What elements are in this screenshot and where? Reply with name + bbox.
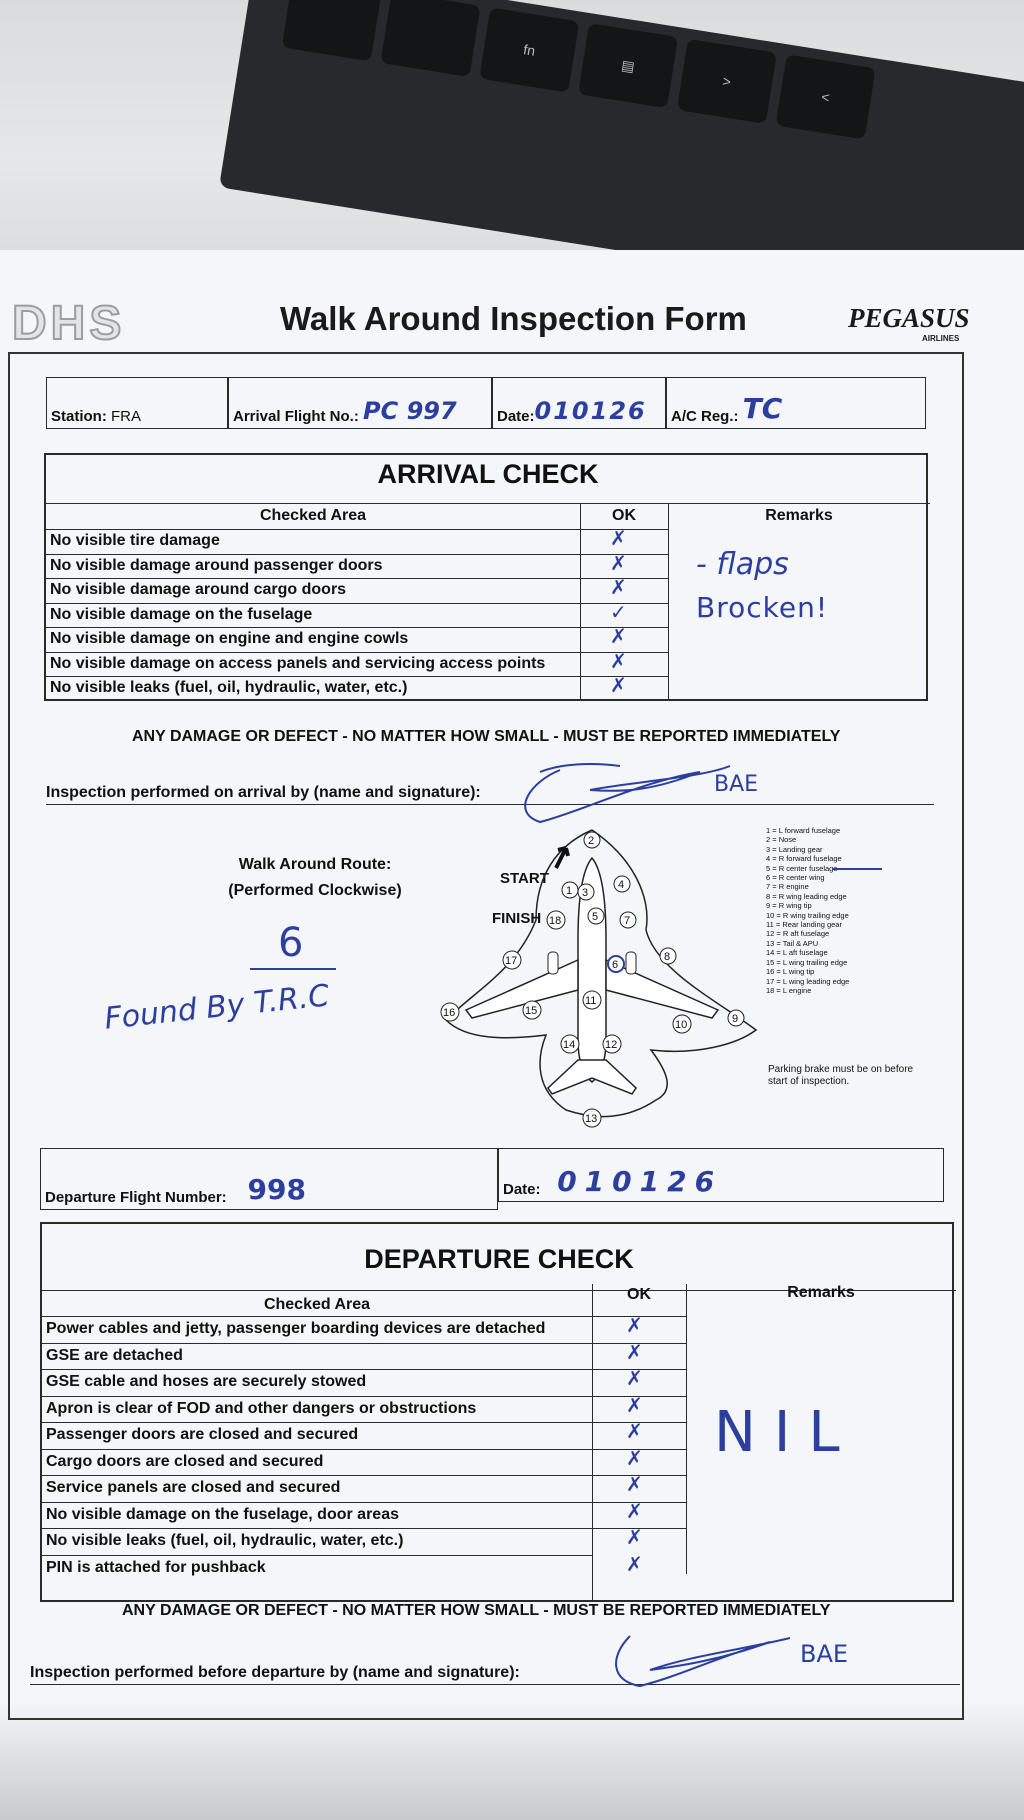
departure-ok-mark: ✗ [626, 1498, 643, 1523]
svg-text:14: 14 [563, 1039, 576, 1051]
legend-item: 15 = L wing trailing edge [766, 957, 848, 967]
arrival-check-item: No visible damage on engine and engine cowls [50, 630, 409, 647]
legend-item: 16 = L wing tip [766, 967, 815, 977]
legend-item: 3 = Landing gear [766, 844, 823, 854]
arrival-ok-mark: ✗ [610, 526, 627, 550]
arrival-ok-mark: ✓ [610, 599, 627, 624]
svg-text:17: 17 [505, 955, 518, 967]
legend-item: 18 = L engine [766, 985, 812, 995]
legend-item: 12 = R aft fuselage [766, 929, 830, 939]
departure-ok-mark: ✗ [626, 1392, 643, 1417]
ac-reg-value: TC [742, 392, 783, 425]
legend-item: 13 = Tail & APU [766, 938, 819, 948]
arrival-flight-cell: Arrival Flight No.: PC 997 [228, 377, 492, 429]
svg-text:11: 11 [585, 995, 597, 1007]
svg-text:16: 16 [443, 1007, 456, 1019]
legend-item: 6 = R center wing [766, 873, 825, 883]
left-wing-shape [466, 960, 578, 1018]
departure-check-item: Passenger doors are closed and secured [46, 1426, 359, 1443]
departure-check-row [42, 1339, 686, 1370]
arrival-date-value: 010126 [534, 397, 647, 425]
departure-signature [590, 1626, 830, 1696]
dhs-logo: DHS [12, 297, 126, 350]
arrival-check-row [46, 599, 668, 628]
departure-ok-mark: ✗ [626, 1472, 643, 1496]
route-legend [766, 826, 849, 995]
menu-key-icon: ▤ [578, 23, 678, 108]
tail-shape [548, 1060, 636, 1094]
departure-ok-mark: ✗ [626, 1445, 643, 1470]
svg-text:6: 6 [612, 959, 619, 971]
arrival-check-heading: ARRIVAL CHECK [377, 459, 599, 489]
aircraft-route-diagram [436, 820, 766, 1130]
departure-check-item: Apron is clear of FOD and other dangers or obstructions [46, 1399, 477, 1417]
arrival-check-item: No visible damage on access panels and servicing access points [50, 654, 546, 672]
departure-check-item: GSE are detached [46, 1346, 183, 1364]
pegasus-logo-sub: AIRLINES [922, 334, 960, 343]
departure-ok-mark: ✗ [626, 1551, 643, 1576]
svg-text:18: 18 [549, 915, 562, 927]
legend-handwritten-underline [832, 868, 882, 870]
departure-ok-mark: ✗ [626, 1525, 643, 1549]
departure-signature-label: Inspection performed before departure by (name and signature): [30, 1664, 520, 1681]
handwritten-found-by: Found By T.R.C [102, 978, 331, 1037]
svg-text:15: 15 [525, 1005, 538, 1017]
departure-signature-initials: BAE [800, 1640, 849, 1668]
arrival-check-table [44, 453, 928, 701]
arrival-remarks-line1: - flaps [696, 547, 789, 582]
ac-reg-cell: A/C Reg.: TC [666, 377, 926, 429]
legend-item: 4 = R forward fuselage [766, 854, 842, 864]
finish-label: FINISH [492, 910, 542, 927]
departure-check-row [42, 1445, 686, 1476]
departure-check-item: Service panels are closed and secured [46, 1479, 341, 1496]
arrival-ok-mark: ✗ [610, 648, 627, 673]
less-than-key: < [776, 54, 876, 139]
start-label: START [500, 870, 549, 887]
keyboard-key [282, 0, 382, 61]
departure-check-item: GSE cable and hoses are securely stowed [46, 1373, 367, 1390]
arrival-check-row [46, 673, 668, 701]
arrival-col-remarks: Remarks [765, 507, 833, 524]
arrival-col-checked-area: Checked Area [259, 507, 367, 524]
svg-text:13: 13 [585, 1113, 598, 1125]
departure-check-row [42, 1392, 686, 1423]
legend-item: 7 = R engine [766, 882, 809, 892]
walk-route-sub: (Performed Clockwise) [228, 882, 402, 899]
arrival-col-ok: OK [612, 507, 636, 524]
form-title: Walk Around Inspection Form [280, 300, 747, 337]
arrival-remarks-line2: Brocken! [696, 591, 829, 624]
departure-check-row [42, 1525, 686, 1555]
svg-text:2: 2 [588, 835, 595, 847]
departure-ok-mark: ✗ [626, 1366, 643, 1390]
arrival-ok-mark: ✗ [610, 550, 627, 575]
departure-check-item: PIN is attached for pushback [46, 1558, 266, 1576]
legend-item: 5 = R center fuselage [766, 863, 838, 873]
right-engine-shape [626, 952, 636, 974]
handwritten-number: 6 [278, 920, 304, 966]
arrival-date-cell: Date: 010126 [492, 377, 666, 429]
arrival-check-row [46, 526, 668, 554]
keyboard-key-fn: fn [479, 7, 579, 92]
arrival-check-row [46, 648, 668, 677]
arrival-signature-label: Inspection performed on arrival by (name and signature): [46, 784, 481, 801]
svg-text:8: 8 [664, 951, 671, 963]
arrival-check-row [46, 575, 668, 603]
svg-text:10: 10 [675, 1019, 688, 1031]
arrival-check-item: No visible damage around passenger doors [50, 556, 383, 574]
departure-check-row [42, 1366, 686, 1396]
greater-than-key: > [677, 39, 777, 124]
station-value: FRA [111, 408, 141, 425]
arrival-ok-mark: ✗ [610, 575, 627, 599]
station-cell: Station: FRA [46, 377, 228, 429]
legend-item: 14 = L aft fuselage [766, 948, 828, 958]
legend-item: 2 = Nose [766, 835, 797, 845]
svg-text:4: 4 [618, 879, 625, 891]
arrival-flight-value: PC 997 [363, 397, 457, 425]
departure-warning: ANY DAMAGE OR DEFECT - NO MATTER HOW SMALL - MUST BE REPORTED IMMEDIATELY [122, 1602, 831, 1619]
departure-ok-mark: ✗ [626, 1339, 643, 1364]
svg-text:1: 1 [566, 885, 573, 897]
arrival-ok-mark: ✗ [610, 673, 627, 697]
departure-check-item: No visible leaks (fuel, oil, hydraulic, water, etc.) [46, 1532, 404, 1549]
departure-check-item: Power cables and jetty, passenger boarding devices are detached [46, 1320, 546, 1337]
arrival-signature-initials: BAE [714, 772, 759, 797]
legend-item: 9 = R wing tip [766, 901, 812, 911]
keyboard-key [380, 0, 480, 77]
svg-text:7: 7 [624, 915, 631, 927]
arrival-check-item: No visible tire damage [50, 532, 220, 549]
arrival-check-item: No visible damage around cargo doors [50, 581, 347, 598]
svg-text:12: 12 [605, 1039, 618, 1051]
departure-remarks-value: NIL [714, 1400, 858, 1465]
legend-item: 10 = R wing trailing edge [766, 910, 849, 920]
departure-ok-mark: ✗ [626, 1419, 643, 1443]
left-engine-shape [548, 952, 558, 974]
arrival-check-item: No visible damage on the fuselage [50, 605, 313, 623]
departure-col-ok: OK [627, 1286, 651, 1303]
arrival-check-row [46, 624, 668, 652]
arrival-check-row [46, 550, 668, 579]
departure-check-heading: DEPARTURE CHECK [364, 1244, 634, 1274]
arrival-check-item: No visible leaks (fuel, oil, hydraulic, water, etc.) [50, 679, 408, 696]
legend-item: 17 = L wing leading edge [766, 976, 850, 986]
svg-text:9: 9 [732, 1013, 739, 1025]
departure-check-row [42, 1313, 686, 1343]
svg-text:3: 3 [582, 887, 589, 899]
departure-col-remarks: Remarks [787, 1284, 855, 1301]
departure-flight-cell: Departure Flight Number: 998 [40, 1148, 498, 1210]
departure-date-cell: Date: 010126 [498, 1148, 944, 1202]
departure-check-row [42, 1551, 643, 1582]
departure-flight-value: 998 [247, 1173, 306, 1206]
handwritten-underline [250, 968, 336, 970]
walk-route-label: Walk Around Route: [238, 856, 392, 873]
departure-check-row [42, 1472, 686, 1502]
arrival-ok-mark: ✗ [610, 624, 627, 648]
legend-item: 11 = Rear landing gear [766, 920, 842, 930]
start-arrow-icon [556, 848, 568, 868]
parking-brake-note: Parking brake must be on before start of inspection. [768, 1064, 914, 1087]
departure-date-value: 010126 [557, 1165, 723, 1198]
legend-item: 1 = L forward fuselage [766, 826, 841, 835]
departure-check-row [42, 1419, 686, 1449]
arrival-warning: ANY DAMAGE OR DEFECT - NO MATTER HOW SMALL - MUST BE REPORTED IMMEDIATELY [132, 728, 841, 745]
departure-check-item: No visible damage on the fuselage, door areas [46, 1505, 399, 1523]
departure-ok-mark: ✗ [626, 1313, 643, 1337]
departure-check-row [42, 1498, 686, 1529]
legend-item: 8 = R wing leading edge [766, 891, 847, 901]
svg-text:5: 5 [592, 911, 599, 923]
pegasus-logo: PEGASUS [848, 303, 970, 333]
departure-col-checked-area: Checked Area [263, 1296, 371, 1313]
departure-check-item: Cargo doors are closed and secured [46, 1452, 324, 1470]
departure-check-table [40, 1222, 954, 1602]
